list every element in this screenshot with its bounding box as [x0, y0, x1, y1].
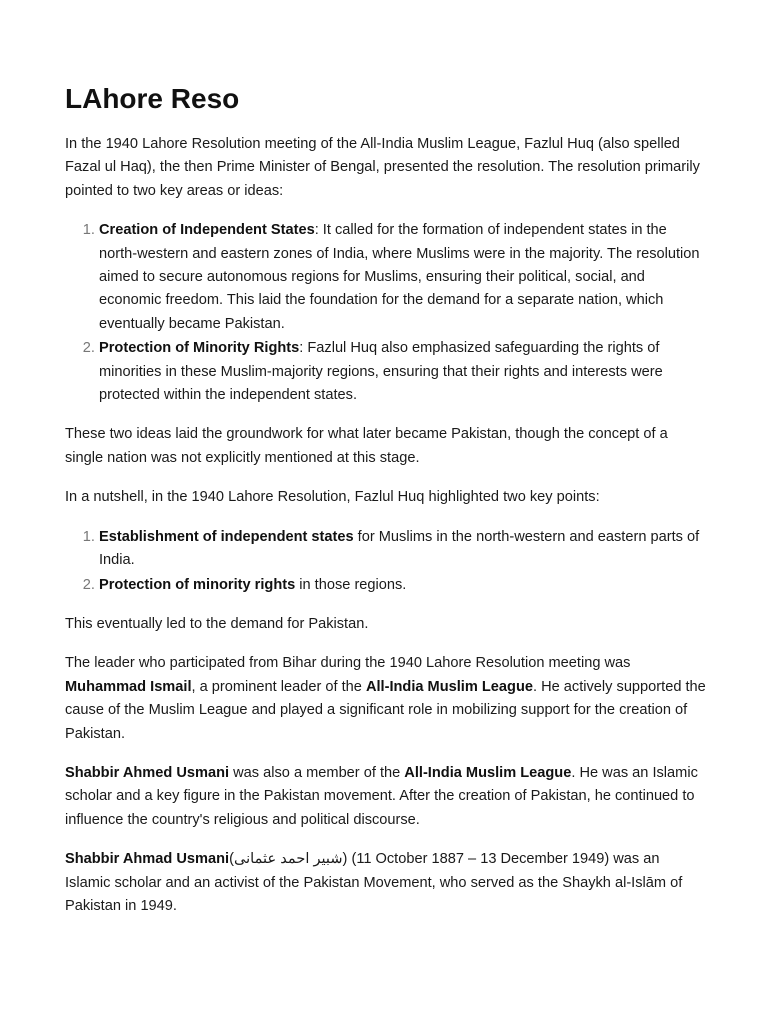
list-item — [99, 219, 706, 336]
list-item-heading: Protection of Minority Rights — [99, 340, 300, 357]
text-run: . He actively supported the cause of the Muslim League and played a significant role in mobilizing support for the creation of Pakistan. — [65, 678, 706, 742]
organization-name: All-India Muslim League — [365, 678, 533, 695]
bihar-leader-paragraph — [65, 652, 706, 746]
organization-name: All-India Muslim League — [404, 764, 572, 781]
page-title: LAhore Reso — [65, 83, 240, 114]
person-name: Shabbir Ahmad Usmani — [65, 851, 230, 868]
list-item-heading: Establishment of independent states — [99, 528, 354, 545]
list-item-heading: Protection of minority rights — [99, 576, 296, 593]
list-item-text: for Muslims in the north-western and eastern parts of India. — [99, 528, 700, 569]
text-run: was also a member of the — [229, 764, 405, 781]
person-name: Shabbir Ahmed Usmani — [65, 764, 230, 781]
demand-paragraph: This eventually led to the demand for Pakistan. — [65, 615, 369, 632]
text-run: , a prominent leader of the — [191, 678, 366, 695]
text-run: . He was an Islamic scholar and a key figure in the Pakistan movement. After the creation of Pakistan, he continued to influence the country's religious and political discourse. — [65, 764, 698, 828]
groundwork-paragraph: These two ideas laid the groundwork for what later became Pakistan, though the concept of a single nation was not explicitly mentioned at this stage. — [65, 426, 668, 466]
list-item-text: : Fazlul Huq also emphasized safeguarding the rights of minorities in these Muslim-majority regions, ensuring that their rights and interests were protected within the independent states. — [99, 340, 663, 404]
key-ideas-list — [65, 219, 706, 407]
person-name: Muhammad Ismail — [65, 678, 192, 695]
nutshell-paragraph: In a nutshell, in the 1940 Lahore Resolution, Fazlul Huq highlighted two key points: — [65, 489, 600, 506]
list-item-text: in those regions. — [295, 576, 407, 593]
key-points-list — [65, 526, 706, 597]
text-run: The leader who participated from Bihar during the 1940 Lahore Resolution meeting was — [65, 655, 631, 672]
usmani-member-paragraph — [65, 762, 706, 832]
list-item — [99, 526, 706, 573]
usmani-bio-paragraph — [65, 848, 706, 918]
list-item — [99, 337, 706, 407]
list-item — [99, 574, 706, 597]
intro-paragraph: In the 1940 Lahore Resolution meeting of the All-India Muslim League, Fazlul Huq (also spelled Fazal ul Haq), the then Prime Minister of Bengal, presented the resolution. The resolution primarily pointed to two key areas or ideas: — [65, 136, 700, 199]
list-item-heading: Creation of Independent States — [99, 222, 315, 239]
list-item-text: : It called for the formation of independent states in the north-western and eastern zones of India, where Muslims were in the majority. The resolution aimed to secure autonomous regions for Muslims, ensuring their political, social, and economic freedom. This laid the foundation for the demand for a separate nation, which eventually became Pakistan. — [99, 222, 700, 332]
text-run: (شبیر احمد عثمانی) (11 October 1887 – 13 December 1949) was an Islamic scholar and an activist of the Pakistan Movement, who served as the Shaykh al-Islām of Pakistan in 1949. — [65, 851, 683, 914]
